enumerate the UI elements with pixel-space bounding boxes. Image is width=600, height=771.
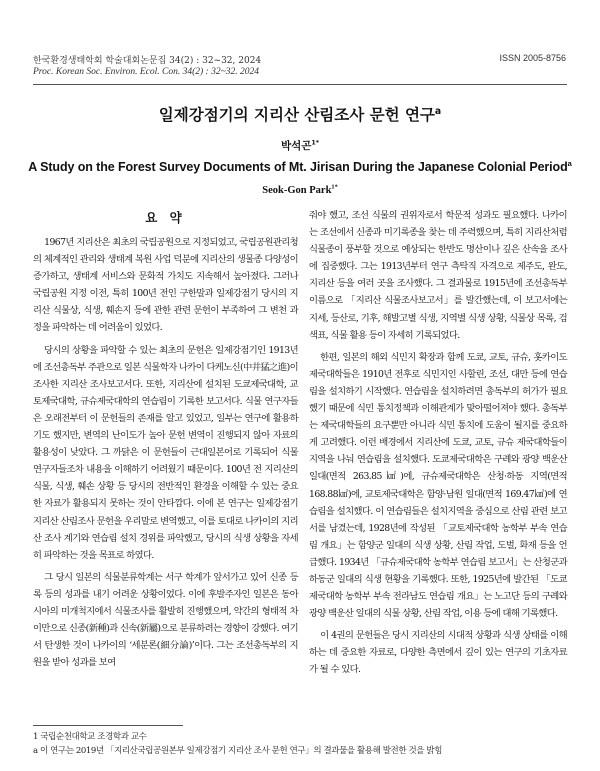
title-english-text: A Study on the Forest Survey Documents of Mt. Jirisan During the Japanese Colonial Period — [28, 160, 568, 174]
footnote-affiliation: 1 국립순천대학교 조경학과 교수 — [33, 732, 147, 742]
author-korean-text: 박석곤 — [280, 140, 312, 152]
journal-header-korean: 한국환경생태학회 학술대회논문집 34(2) : 32~32, 2024 — [33, 56, 262, 66]
abstract-paragraph: 한편, 일본의 해외 식민지 확장과 함께 도쿄, 교토, 규슈, 홋카이도 제국대학들은 1910년 전후로 식민지인 사할린, 조선, 대만 등에 연습림을 설치하기 시작했다. 연습림을 설치하려면 총독부의 허가가 필요했기 때문에 식민 통치정책과 이해관계가 맞아떨어져야 했다. 총독부는 제국대학들의 요구뿐만 아니라 식민 통치에 도움이 될지를 중요하게 고려했다. 이런 배경에서 지리산에 도쿄, 교토, 규슈 제국대학들이 지역을 나눠 연습림을 설치했다. 도쿄제국대학은 구례와 광양 백운산 일대(면적 263.85㎢)에, 규슈제국대학은 산청·하동 지역(면적 168.88㎢)에, 교토제국대학은 함양·남원 일대(면적 169.47㎢)에 연습림을 설치했다. 이 연습림들은 설치지역을 중심으로 산림 관련 보고서를 남겼는데, 1928년에 작성된 「교토제국대학 농학부 부속 연습림 개요」는 함양군 일대의 식생 상황, 산림 작업, 도벌, 화재 등을 언급했다. 1934년 「규슈제국대학 농학부 연습림 보고서」는 산청군과 하동군 일대의 식생 현황을 기록했다. 또한, 1925년에 발간된 「도쿄제국대학 농학부 부속 전라남도 연습림 개요」는 노고단 등의 구례와 광양 백운산 일대의 식물 상황, 산림 작업, 이용 등에 대해 기록했다. — [309, 351, 567, 620]
title-english-footnote-mark: a — [567, 158, 572, 168]
abstract-paragraph: 1967년 지리산은 최초의 국립공원으로 지정되었고, 국립공원관리청의 체계적인 관리와 생태계 복원 사업 덕분에 지리산의 생물종 다양성이 증가하고, 생태계 서비스와 문화적 가치도 지속해서 높아졌다. 그러나 국립공원 지정 이전, 특히 100년 전인 구한말과 일제강점기 당시의 지리산 식물상, 식생, 훼손지 등에 관한 관련 문헌이 부족하여 그 변천 과정을 파악하는 데 어려움이 있었다. — [33, 237, 298, 334]
paper-title-english — [0, 160, 600, 174]
author-english-text: Seok-Gon Park — [262, 185, 332, 196]
author-name-english — [0, 185, 600, 196]
abstract-paragraph: 당시의 상황을 파악할 수 있는 최초의 문헌은 일제강점기인 1913년에 조선총독부 주관으로 일본 식물학자 나카이 다케노신(中井猛之進)이 조사한 지리산 조사보고서다. 또한, 지리산에 설치된 도쿄제국대학, 교토제국대학, 규슈제국대학의 연습림이 기록한 보고서다. 식물 연구자들은 오래전부터 이 문헌들의 존재를 알고 있었고, 일부는 연구에 활용하기도 했지만, 변역의 난이도가 높아 문헌 변역이 진행되지 않아 자료의 활용성이 낮았다. 그 까닭은 이 문헌들이 근대일본어로 기록되어 식물 연구자들조차 내용을 이해하기 어려웠기 때문이다. 100년 전 지리산의 식물, 식생, 훼손 상황 등 당시의 전반적인 환경을 이해할 수 있는 중요한 자료가 활용되지 못하는 것이 안타깝다. 이에 본 연구는 일제강점기 지리산 산림조사 문헌을 우리말로 변역했고, 이를 토대로 나카이의 지리산 조사 계기와 연습림 설치 경위를 파악했고, 당시의 식생 상황을 자세히 파악하는 것을 목표로 하였다. — [33, 344, 298, 561]
title-korean-text: 일제강점기의 지리산 산림조사 문헌 연구 — [158, 106, 435, 124]
footnote-funding: a 이 연구는 2019년 「지리산국립공원본부 일제강점기 지리산 조사 문헌 연구」의 결과물을 활용해 발전한 것을 밝힘 — [33, 746, 443, 756]
header-rule — [33, 84, 567, 85]
abstract-paragraph: 이 4권의 문헌들은 당시 지리산의 시대적 상황과 식생 상태를 이해하는 데 중요한 자료로, 다양한 측면에서 깊이 있는 연구의 기초자료가 될 수 있다. — [309, 630, 567, 676]
issn-label: ISSN 2005-8756 — [499, 53, 566, 63]
abstract-left-column — [33, 234, 298, 671]
journal-header-english: Proc. Korean Soc. Environ. Ecol. Con. 34(2) : 32~32. 2024 — [33, 67, 259, 77]
author-korean-footnote-mark: 1* — [311, 139, 320, 147]
footnote-rule — [33, 725, 183, 726]
author-name-korean — [0, 138, 600, 153]
author-english-footnote-mark: 1* — [331, 183, 338, 191]
abstract-heading: 요 약 — [145, 210, 186, 225]
abstract-paragraph: 줘야 했고, 조선 식물의 권위자로서 학문적 성과도 필요했다. 나카이는 조선에서 신종과 미기록종을 찾는 데 주력했으며, 특히 지리산처럼 식물종이 풍부할 것으로 예상되는 한반도 명산이나 깊은 산속을 조사에 집중했다. 그는 1913년부터 연구 측탁직 자격으로 제주도, 완도, 지리산 등을 여러 곳을 조사했다. 그 결과물로 1915년에 조선총독부 이름으로 「지리산 식물조사보고서」를 발간했는데, 이 보고서에는 지세, 등산로, 기후, 해발고별 식생, 지역별 식생 상황, 식물상 목록, 검색표, 식물 활용 등이 자세히 기록되었다. — [309, 210, 567, 341]
abstract-paragraph: 그 당시 일본의 식물분류학계는 서구 학계가 앞서가고 있어 신종 등록 등의 성과를 내기 어려운 상황이었다. 이에 후발주자인 일본은 동아시아의 미개척지에서 식물조사를 활발히 진행했으며, 약간의 형태적 차이만으로 신종(新種)과 신속(新屬)으로 분류하려는 경향이 강했다. 여기서 탄생한 것이 나카이의 ‘세분론(細分論)’이다. 그는 조선총독부의 지원을 받아 성과를 보여 — [33, 571, 298, 669]
title-korean-footnote-mark: a — [434, 105, 442, 117]
paper-title-korean — [0, 103, 600, 125]
abstract-right-column — [309, 207, 567, 679]
